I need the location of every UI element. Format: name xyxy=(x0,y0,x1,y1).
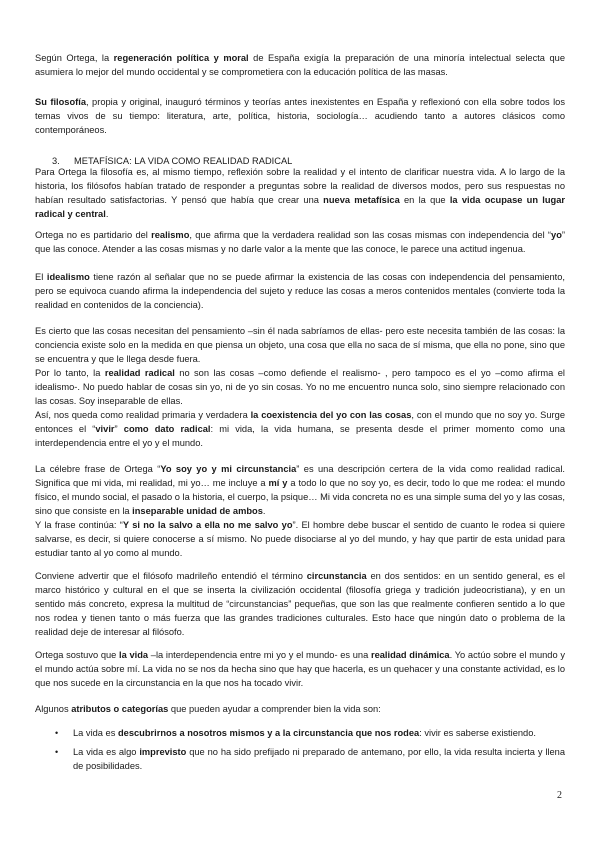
attributes-list xyxy=(35,727,565,779)
paragraph-pensamiento-cosas: Es cierto que las cosas necesitan del pensamiento –sin él nada sabríamos de ellas- pero este necesita también de las cosas: la conciencia existe solo en la medida en que piensa un objeto, una cosa que ella no saca de sí misma, que ella no pone, sino que se encuentra y que le llega desde fuera. xyxy=(35,326,565,364)
paragraph-regeneracion: Según Ortega, la regeneración política y moral de España exigía la preparación de una minoría intelectual selecta que asumiera lo mejor del mundo occidental y se comprometiera con la educación política de las masas. xyxy=(35,53,565,77)
paragraph-realidad-radical: Por lo tanto, la realidad radical no son las cosas –como defiende el realismo- , pero tampoco es el yo –como afirma el idealismo-. No puedo hablar de cosas sin yo, ni de yo sin cosas. Yo no me encuentro nunca solo, sino siempre relacionado con las cosas. Soy inseparable de ellas. xyxy=(35,368,565,406)
list-item: • La vida es algo imprevisto que no ha sido prefijado ni preparado de antemano, por ello, la vida resulta incierta y llena de posibilidades. xyxy=(55,746,566,771)
paragraph-filosofia-reflexion: Para Ortega la filosofía es, al mismo tiempo, reflexión sobre la realidad y el intento de clarificar nuestra vida. A lo largo de la historia, los filósofos habían tratado de responder a preguntas sobre la realidad de diversos modos, pero sus respuestas no habían resultado satisfactorias. Y pensó que había que crear una nueva metafísica en la que la vida ocupase un lugar radical y central. xyxy=(35,167,565,219)
paragraph-circunstancia: Conviene advertir que el filósofo madrileño entendió el término circunstancia en dos sentidos: en un sentido general, es el marco histórico y cultural en el que se inserta la civilización occidental (filosofía griega y tradición judeocristiana), y en un sentido más concreto, expresa la multitud de “circunstancias” pequeñas, que son las que realmente confieren sentido a lo que nos rodea y tienen tanto o más fuerza que las grandes tradiciones culturales. Esto hace que ningún dato o problema de la realidad deje de interesar al filósofo. xyxy=(35,571,565,637)
section-number: 3. xyxy=(52,156,60,166)
section-title: METAFÍSICA: LA VIDA COMO REALIDAD RADICAL xyxy=(74,156,293,166)
paragraph-su-filosofia: Su filosofía, propia y original, inauguró términos y teorías antes inexistentes en España y reflexionó con ella sobre todos los temas vivos de su tiempo: literatura, arte, política, historia, sociología… acudiendo tanto a autores clásicos como contemporáneos. xyxy=(35,97,565,135)
paragraph-coexistencia: Así, nos queda como realidad primaria y verdadera la coexistencia del yo con las cosas, con el mundo que no soy yo. Surge entonces el “vivir” como dato radical: mi vida, la vida humana, se presenta desde el primer momento como una interdependencia entre el yo y el mundo. xyxy=(35,410,565,448)
paragraph-realismo: Ortega no es partidario del realismo, que afirma que la verdadera realidad son las cosas mismas con independencia del “yo” que las conoce. Atender a las cosas mismas y no darle valor a la mente que las conoce, le parece una actitud ingenua. xyxy=(35,230,565,254)
paragraph-salvo-a-ella: Y la frase continúa: “Y si no la salvo a ella no me salvo yo”. El hombre debe buscar el sentido de cuanto le rodea si quiere salvarse, es decir, si quiere conocerse a sí mismo. No puede disociarse al yo del mundo, y hay que partir de esta unidad para estudiar tanto al yo como al mundo. xyxy=(35,520,565,558)
paragraph-idealismo: El idealismo tiene razón al señalar que no se puede afirmar la existencia de las cosas con independencia del pensamiento, pero se equivoca cuando afirma la independencia del sujeto y reduce las cosas a meros contenidos mentales (convierte toda la realidad en contenidos de la conciencia). xyxy=(35,272,565,310)
paragraph-yo-y-circunstancia: La célebre frase de Ortega “Yo soy yo y mi circunstancia” es una descripción certera de la vida como realidad radical. Significa que mi vida, mi realidad, mi yo… me incluye a mí y a todo lo que no soy yo, es decir, todo lo que me rodea: el mundo físico, el mundo social, el pasado o la historia, el cuerpo, la psique… Mi vida concreta no es una simple suma del yo y las cosas, sino que consiste en la inseparable unidad de ambos. xyxy=(35,464,566,516)
paragraph-realidad-dinamica: Ortega sostuvo que la vida –la interdependencia entre mi yo y el mundo- es una realidad dinámica. Yo actúo sobre el mundo y el mundo actúa sobre mí. La vida no se nos da hecha sino que hay que hacerla, es un quehacer y una constante actividad, es lo que nos sucede en la circunstancia en la que nos ha tocado vivir. xyxy=(35,650,565,688)
list-item: • La vida es descubrirnos a nosotros mismos y a la circunstancia que nos rodea: vivir es saberse existiendo. xyxy=(35,727,565,741)
paragraph-atributos: Algunos atributos o categorías que pueden ayudar a comprender bien la vida son: xyxy=(35,704,381,714)
bullet-icon: • xyxy=(55,746,59,757)
bullet-icon: • xyxy=(55,728,59,738)
page-number: 2 xyxy=(557,790,562,801)
